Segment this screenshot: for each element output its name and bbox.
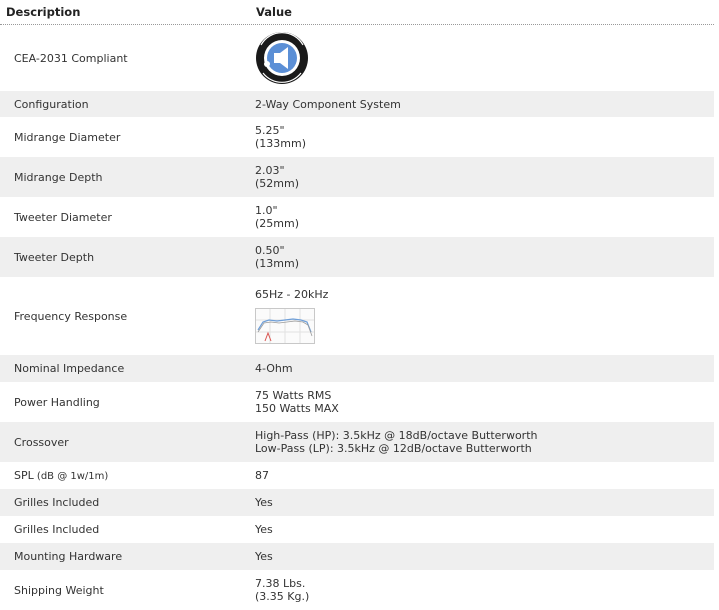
table-row	[0, 355, 714, 382]
row-label: Tweeter Diameter	[14, 210, 112, 224]
row-value	[255, 98, 714, 111]
value-line: 4-Ohm	[255, 362, 293, 375]
table-row	[0, 382, 714, 422]
row-label: Midrange Depth	[14, 170, 103, 184]
row-value	[255, 429, 714, 455]
table-row	[0, 277, 714, 355]
value-line: 5.25"	[255, 124, 285, 137]
row-value	[255, 244, 714, 270]
value-line: 7.38 Lbs.	[255, 577, 306, 590]
row-label: Power Handling	[14, 395, 100, 409]
value-header: Value	[256, 5, 292, 19]
row-label	[0, 469, 255, 482]
value-line: 87	[255, 469, 269, 482]
value-line: Yes	[255, 550, 273, 563]
row-value	[255, 204, 714, 230]
row-label: Grilles Included	[14, 523, 100, 536]
value-line: 0.50"	[255, 244, 285, 257]
spl-label: SPL	[14, 469, 34, 482]
table-row	[0, 91, 714, 117]
table-row	[0, 516, 714, 543]
row-label: Midrange Diameter	[14, 130, 121, 144]
table-header	[0, 0, 714, 25]
row-label: CEA-2031 Compliant	[14, 51, 128, 65]
table-row	[0, 237, 714, 277]
row-value	[255, 550, 714, 563]
row-value	[255, 469, 714, 482]
value-line: Yes	[255, 496, 273, 509]
row-label: Crossover	[14, 435, 69, 449]
value-line: High-Pass (HP): 3.5kHz @ 18dB/octave Butterworth	[255, 429, 538, 442]
value-line: 150 Watts MAX	[255, 402, 339, 415]
table-row	[0, 543, 714, 570]
row-value	[255, 288, 714, 344]
row-label: Tweeter Depth	[14, 250, 95, 264]
value-line: 1.0"	[255, 204, 278, 217]
table-row	[0, 117, 714, 157]
row-value	[255, 496, 714, 509]
row-value	[255, 362, 714, 375]
row-value	[255, 31, 714, 85]
row-label: Grilles Included	[14, 496, 100, 509]
table-row	[0, 197, 714, 237]
row-label: Nominal Impedance	[14, 362, 125, 375]
description-header: Description	[6, 5, 81, 19]
value-line: 75 Watts RMS	[255, 389, 332, 402]
value-line: (3.35 Kg.)	[255, 590, 310, 603]
value-line: Yes	[255, 523, 273, 536]
value-line: (133mm)	[255, 137, 307, 150]
table-row	[0, 157, 714, 197]
table-row	[0, 422, 714, 462]
row-label: Shipping Weight	[14, 583, 104, 597]
row-label: Mounting Hardware	[14, 550, 123, 563]
frequency-response-graph[interactable]	[255, 308, 315, 344]
row-value	[255, 389, 714, 415]
table-row	[0, 489, 714, 516]
value-line: (52mm)	[255, 177, 300, 190]
table-row	[0, 570, 714, 610]
row-value	[255, 523, 714, 536]
value-line: Low-Pass (LP): 3.5kHz @ 12dB/octave Butterworth	[255, 442, 532, 455]
row-value	[255, 124, 714, 150]
row-label: Configuration	[14, 97, 89, 111]
value-line: (13mm)	[255, 257, 300, 270]
value-line: 2-Way Component System	[255, 97, 401, 111]
row-value	[255, 577, 714, 603]
table-row	[0, 462, 714, 489]
value-line: 65Hz - 20kHz	[255, 288, 329, 301]
value-line: 2.03"	[255, 164, 285, 177]
row-value	[255, 164, 714, 190]
table-row	[0, 25, 714, 91]
row-label: Frequency Response	[14, 309, 128, 323]
cea-2031-logo	[255, 31, 309, 85]
value-line: (25mm)	[255, 217, 300, 230]
spl-unit: (dB @ 1w/1m)	[33, 471, 109, 482]
